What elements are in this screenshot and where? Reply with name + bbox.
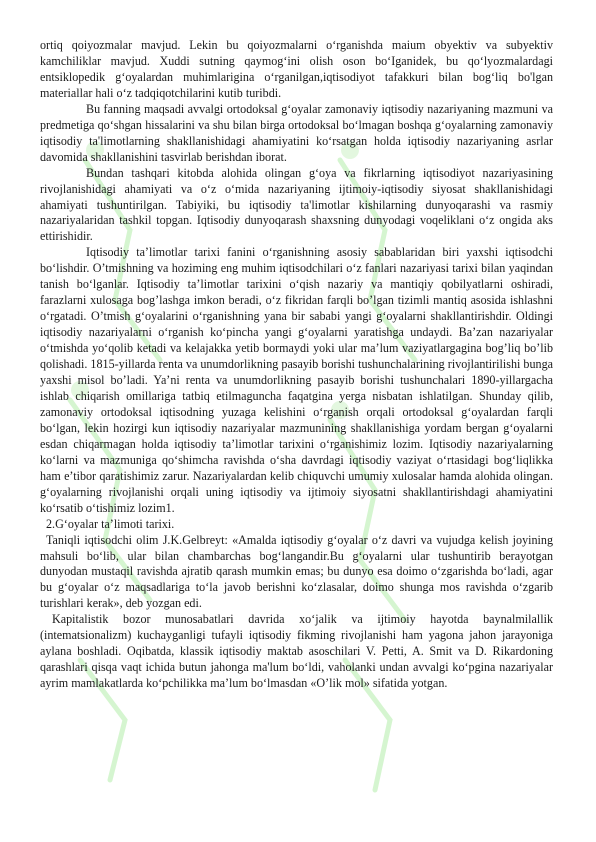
- paragraph-3: Bundan tashqari kitobda alohida olingan g‘oya va fikrlarning iqtisodiyot nazariyasining rivojlanishidagi ahamiyati va o‘z o‘mida nazariyaning ijtimoiy-iqtisodiy siyosat shakllanishidagi ahamiyati tushuntirilgan. Tabiyiki, bu iqtisodiy ta'limotlar kishilarning dunyoqarashi va rasmiy nazariyalaridan tashkil topgan. Iqtisodiy dunyoqarash shaxsning dunyodagi voqeliklani o‘z ongida aks ettirishidir.: [40, 165, 553, 244]
- section-heading: 2.G‘oyalar ta’limoti tarixi.: [46, 516, 175, 531]
- paragraph-4: Iqtisodiy ta’limotlar tarixi fanini o‘rganishning asosiy sabablaridan biri yaxshi iqtisodchi bo‘lishdir. O’tmishning va hoziming eng muhim iqtisodchilari o‘z fanlari nazariyasi tarixi bilan yaqindan tanish bo‘lganlar. Iqtisodiy ta’limotlar tarixini o‘qish nazariy va mantiqiy qobilyatlarni oshiradi, farazlarni xulosaga bog’lashga imkon beradi, o‘z fikridan farqli bo’lgan tizimli mantiq asosida ishlashni o‘rgatadi. O’tmish g‘oyalarini o‘rganishning yana bir sababi yangi g‘oyalarni shakllantirishdir. Oldingi iqtisodiy nazariyalarni o‘rganish ko‘pincha yangi g‘oyalarni yaratishga undaydi. Ba’zan nazariyalar o‘tmishda yo‘qolib ketadi va kelajakka yetib bormaydi yoki ular ma’lum vaziyatlargagina bog’liq bo’lib qolishadi. 1815-yillarda renta va unumdorlikning pasayib borishi tushunchalarining rivojlantirilishi bunga yaxshi misol bo’ladi. Ya’ni renta va unumdorlikning pasayib borishi tushunchalari 1890-yillargacha ishlab chiqarish omillariga tatbiq etilmaguncha faqatgina yerga nisbatan ishlatilgan. Shunday qilib, zamonaviy ortodoksal iqtisodning yuzaga kelishini o‘rganish orqali ortodoksal g‘oyalardan farqli bo‘lgan, lekin hozirgi kun iqtisodiy nazariyalar mazmunining shakllanishiga yordam bergan g‘oyalarni esdan chiqarmagan holda iqtisodiy ta’limotlar tarixini o‘rganishimiz lozim. Iqtisodiy nazariyalarning ko‘larni va mazmuniga qo‘shimcha ravishda o‘sha davrdagi iqtisodiy vaziyat o‘rtasidagi bog‘liqlikka ham e’tibor qaratishimiz zarur. Nazariyalardan kelib chiquvchi umumiy xulosalar hamda alohida olingan. g‘oyalarning rivojlanishi orqali uning iqtisodiy va ijtimoiy siyosatni shakllantirishdagi ahamiyatini ko‘rsatib o‘tishimiz lozim1.: [40, 245, 553, 515]
- paragraph-6: Kapitalistik bozor munosabatlari davrida xo‘jalik va ijtimoiy hayotda baynalmilallik (intematsionalizm) kuchayganligi tufayli iqtisodiy fikming rivojlanishi ham yagona jahon jarayoniga aylana boshladi. Oqibatda, klassik iqtisodiy maktab asoschilari V. Petti, A. Smit va D. Rikardoning qarashlari qisqa vaqt ichida butun jahonga ma'lum bo‘ldi, vaholanki undan avvalgi ko‘pgina nazariyalar ayrim mamlakatlarda ko‘pchilikka ma’lum bo‘lmasdan «O’lik mol» sifatida yotgan.: [40, 612, 553, 691]
- paragraph-1: ortiq qoiyozmalar mavjud. Lekin bu qoiyozmalarni o‘rganishda maium obyektiv va subyektiv kamchiliklar mavjud. Xuddi sutning qaymog‘ini olish oson bo‘Iganidek, bu qo‘lyozmalardagi entsiklopedik g‘oyalardan muhimlarigina o‘rganilgan,iqtisodiyot tafakkuri bilan bog‘liq bo'lgan materiallar hali o‘z tadqiqotchilarini kutib turibdi.: [40, 38, 553, 100]
- paragraph-5: Taniqli iqtisodchi olim J.K.Gelbreyt: «Amalda iqtisodiy g‘oyalar o‘z davri va vujudga kelish joyining mahsuli bo‘lib, ular bilan chambarchas bog‘langandir.Bu g‘oyalarni ular tushuntirib berayotgan dunyodan mustaqil ravishda ajratib qarash mumkin emas; bu dunyo esa doimo o‘zgarishda bo‘ladi, agar bu g‘oyalar o‘z maqsadlariga to‘la javob berishni ko‘zlasalar, doimo shunga mos ravishda o‘zgarib turishlari kerak», deb yozgan edi.: [40, 532, 553, 611]
- document-body: [40, 38, 553, 692]
- paragraph-2: Bu fanning maqsadi avvalgi ortodoksal g‘oyalar zamonaviy iqtisodiy nazariyaning mazmuni va predmetiga qo‘shgan hissalarini va shu bilan birga ortodoksal bo‘lmagan boshqa g‘oyalarning zamonaviy iqtisodiy ta'limotlarning shakllanishidagi ahamiyatini ko‘rsatgan holda iqtisodiy nazariyaning asrlar davomida shakllanishini tasvirlab berishdan iborat.: [40, 101, 553, 164]
